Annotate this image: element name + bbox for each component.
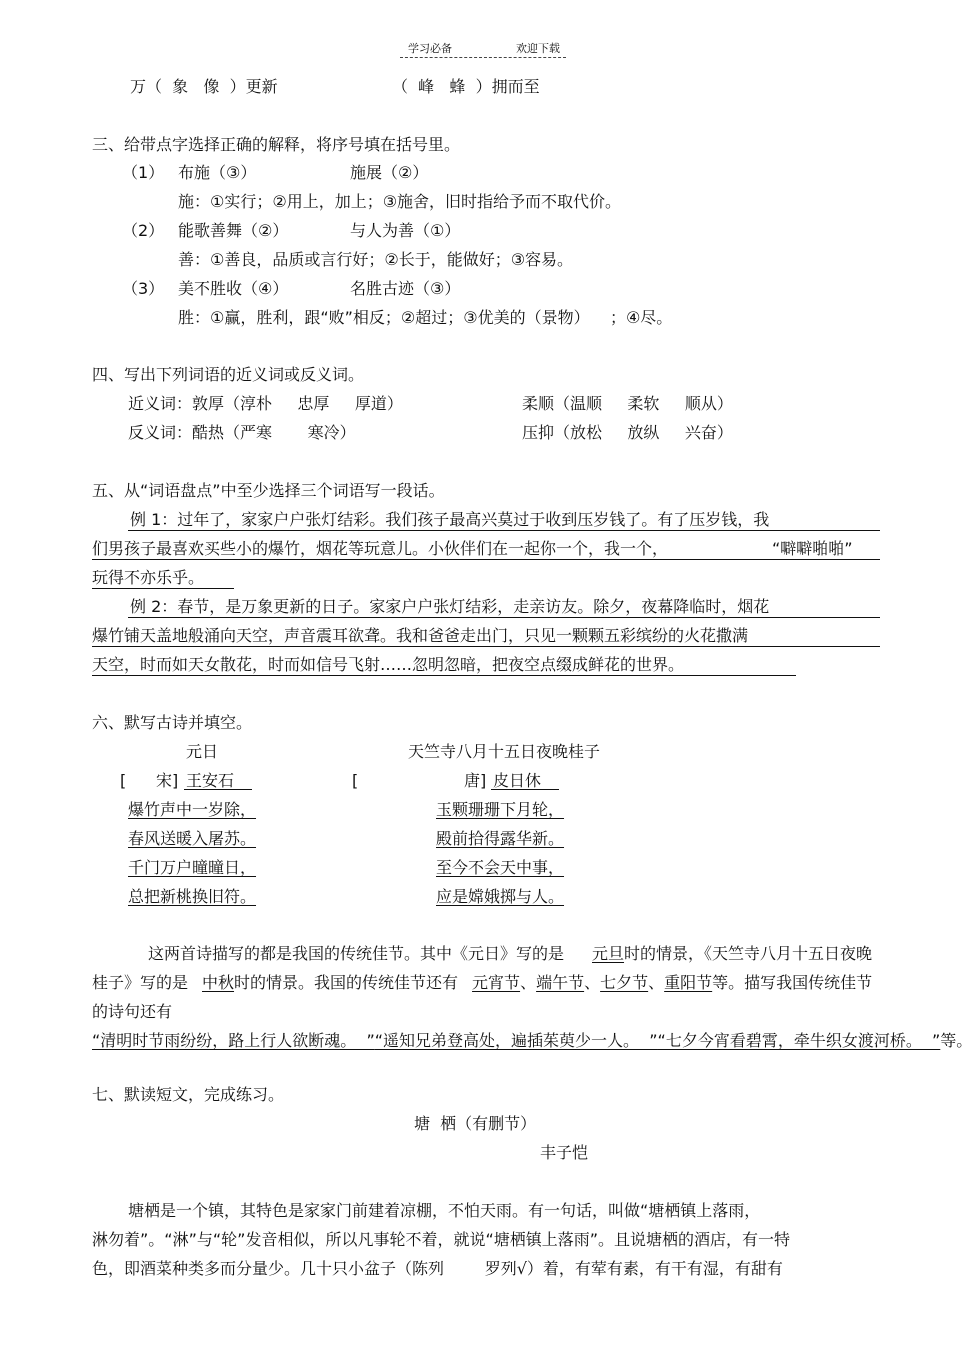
poem2-author-underline — [491, 789, 559, 790]
example1-underline2 — [92, 559, 880, 560]
example1-line1: 例 1：过年了，家家户户张灯结彩。我们孩子最高兴莫过于收到压岁钱了。有了压岁钱，我 — [130, 510, 770, 529]
s3-item1-a: 布施（③） — [178, 163, 257, 182]
example1-line2: 们男孩子最喜欢买些小的爆竹，烟花等玩意儿。小伙伴们在一起你一个，我一个， — [92, 539, 669, 558]
header-left: 学习必备 — [408, 42, 452, 55]
poem2-line1: 玉颗珊珊下月轮， — [436, 800, 565, 819]
festival-paragraph — [92, 939, 972, 1055]
synonym-row-a: 近义词：敦厚（淳朴 忠厚 厚道） — [128, 394, 403, 413]
s3-item1-def: 施：①实行；②用上，加上；③施舍，旧时指给予而不取代价。 — [178, 192, 622, 211]
poem1-line1: 爆竹声中一岁除， — [128, 800, 257, 819]
festival-sep-3: 、 — [648, 973, 665, 992]
example2-underline2 — [92, 646, 880, 647]
section3-title: 三、给带点字选择正确的解释，将序号填在括号里。 — [92, 135, 461, 154]
synonym-row-b: 柔顺（温顺 柔软 顺从） — [522, 394, 733, 413]
article-author: 丰子恺 — [540, 1143, 589, 1162]
poem2-line2: 殿前拾得露华新。 — [436, 829, 565, 848]
festival-text-1: 这两首诗描写的都是我国的传统佳节。其中《元日》写的是 — [148, 944, 565, 963]
example2-line3: 天空，时而如天女散花，时而如信号飞射……忽明忽暗，把夜空点缀成鲜花的世界。 — [92, 655, 685, 674]
word-choice-2: （ 峰 蜂 ）拥而至 — [392, 77, 540, 96]
section6-title: 六、默写古诗并填空。 — [92, 713, 253, 732]
poem2-line4: 应是嫦娥掷与人。 — [436, 887, 565, 906]
poem2-title: 天竺寺八月十五日夜晚桂子 — [408, 742, 601, 761]
festival-fill-4: 端午节 — [536, 973, 585, 992]
s3-item1-num: （1） — [122, 163, 165, 182]
festival-text-4: 等。描写我国传统佳节的诗句还有 — [92, 973, 873, 1021]
poem2-line3: 至今不会天中事， — [436, 858, 565, 877]
example2-underline3 — [92, 675, 796, 676]
s3-item3-num: （3） — [122, 279, 165, 298]
festival-text-2: 时的情景，《天竺寺八月十五日夜晚桂子》写的是 — [92, 944, 873, 992]
festival-fill-9: “七夕今宵看碧霄，牵牛织女渡河桥。 ” — [657, 1031, 941, 1050]
header-rule — [400, 57, 566, 58]
s3-item3-b: 名胜古迹（③） — [350, 279, 461, 298]
festival-text-5: 等。 — [940, 1031, 972, 1050]
header-right: 欢迎下载 — [516, 42, 560, 55]
poem1-line2: 春风送暖入屠苏。 — [128, 829, 257, 848]
festival-fill-3: 元宵节 — [472, 973, 521, 992]
festival-sep-2: 、 — [584, 973, 601, 992]
poem1-bracket: [ — [120, 771, 127, 790]
festival-fill-7: “清明时节雨纷纷，路上行人欲断魂。 ” — [92, 1031, 375, 1050]
example1-line2-end: “噼噼啪啪” — [772, 539, 853, 558]
antonym-row-a: 反义词：酷热（严寒 寒冷） — [128, 423, 356, 442]
festival-sep-1: 、 — [520, 973, 537, 992]
article-line2: 淋勿着”。“淋”与“轮”发音相似，所以凡事轮不着，就说“塘栖镇上落雨”。且说塘栖的酒店，有一特 — [92, 1230, 791, 1249]
s3-item2-a: 能歌善舞（②） — [178, 221, 289, 240]
article-line1: 塘栖是一个镇，其特色是家家门前建着凉棚，不怕天雨。有一句话，叫做“塘栖镇上落雨， — [128, 1201, 761, 1220]
festival-fill-2: 中秋 — [202, 973, 235, 992]
festival-text-3: 时的情景。我国的传统佳节还有 — [234, 973, 459, 992]
example1-underline1 — [128, 530, 880, 531]
example2-line1: 例 2：春节，是万象更新的日子。家家户户张灯结彩，走亲访友。除夕，夜幕降临时，烟花 — [130, 597, 770, 616]
poem2-author: 皮日休 — [493, 771, 542, 790]
s3-item3-def: 胜：①赢，胜利，跟“败”相反；②超过；③优美的（景物） ；④尽。 — [178, 308, 673, 327]
example1-underline3 — [92, 588, 234, 589]
section7-title: 七、默读短文，完成练习。 — [92, 1085, 285, 1104]
s3-item1-b: 施展（②） — [350, 163, 429, 182]
poem1-line4: 总把新桃换旧符。 — [128, 887, 257, 906]
example1-line3: 玩得不亦乐乎。 — [92, 568, 205, 587]
festival-fill-1: 元旦 — [592, 944, 625, 963]
section5-title: 五、从“词语盘点”中至少选择三个词语写一段话。 — [92, 481, 445, 500]
antonym-row-b: 压抑（放松 放纵 兴奋） — [522, 423, 733, 442]
example2-underline1 — [128, 617, 880, 618]
word-choice-1: 万（ 象 像 ）更新 — [130, 77, 278, 96]
article-line3: 色，即酒菜种类多而分量少。几十只小盆子（陈列 罗列√）着，有荤有素，有干有湿，有甜有 — [92, 1259, 783, 1278]
section4-title: 四、写出下列词语的近义词或反义词。 — [92, 365, 365, 384]
s3-item2-num: （2） — [122, 221, 165, 240]
poem1-author: 王安石 — [186, 771, 235, 790]
poem2-bracket: [ — [352, 771, 359, 790]
poem1-author-underline — [184, 789, 252, 790]
s3-item2-def: 善：①善良，品质或言行好；②长于，能做好；③容易。 — [178, 250, 574, 269]
festival-fill-6: 重阳节 — [664, 973, 713, 992]
s3-item3-a: 美不胜收（④） — [178, 279, 289, 298]
poem1-title: 元日 — [186, 742, 219, 761]
poem1-line3: 千门万户曈曈日， — [128, 858, 257, 877]
festival-fill-8: “遥知兄弟登高处，遍插茱萸少一人。 ” — [374, 1031, 658, 1050]
poem1-dynasty: 宋] — [156, 771, 179, 790]
festival-fill-5: 七夕节 — [600, 973, 649, 992]
article-title: 塘 栖（有删节） — [414, 1114, 537, 1133]
poem2-dynasty: 唐] — [464, 771, 487, 790]
s3-item2-b: 与人为善（①） — [350, 221, 461, 240]
example2-line2: 爆竹铺天盖地般涌向天空，声音震耳欲聋。我和爸爸走出门，只见一颗颗五彩缤纷的火花撒满 — [92, 626, 749, 645]
